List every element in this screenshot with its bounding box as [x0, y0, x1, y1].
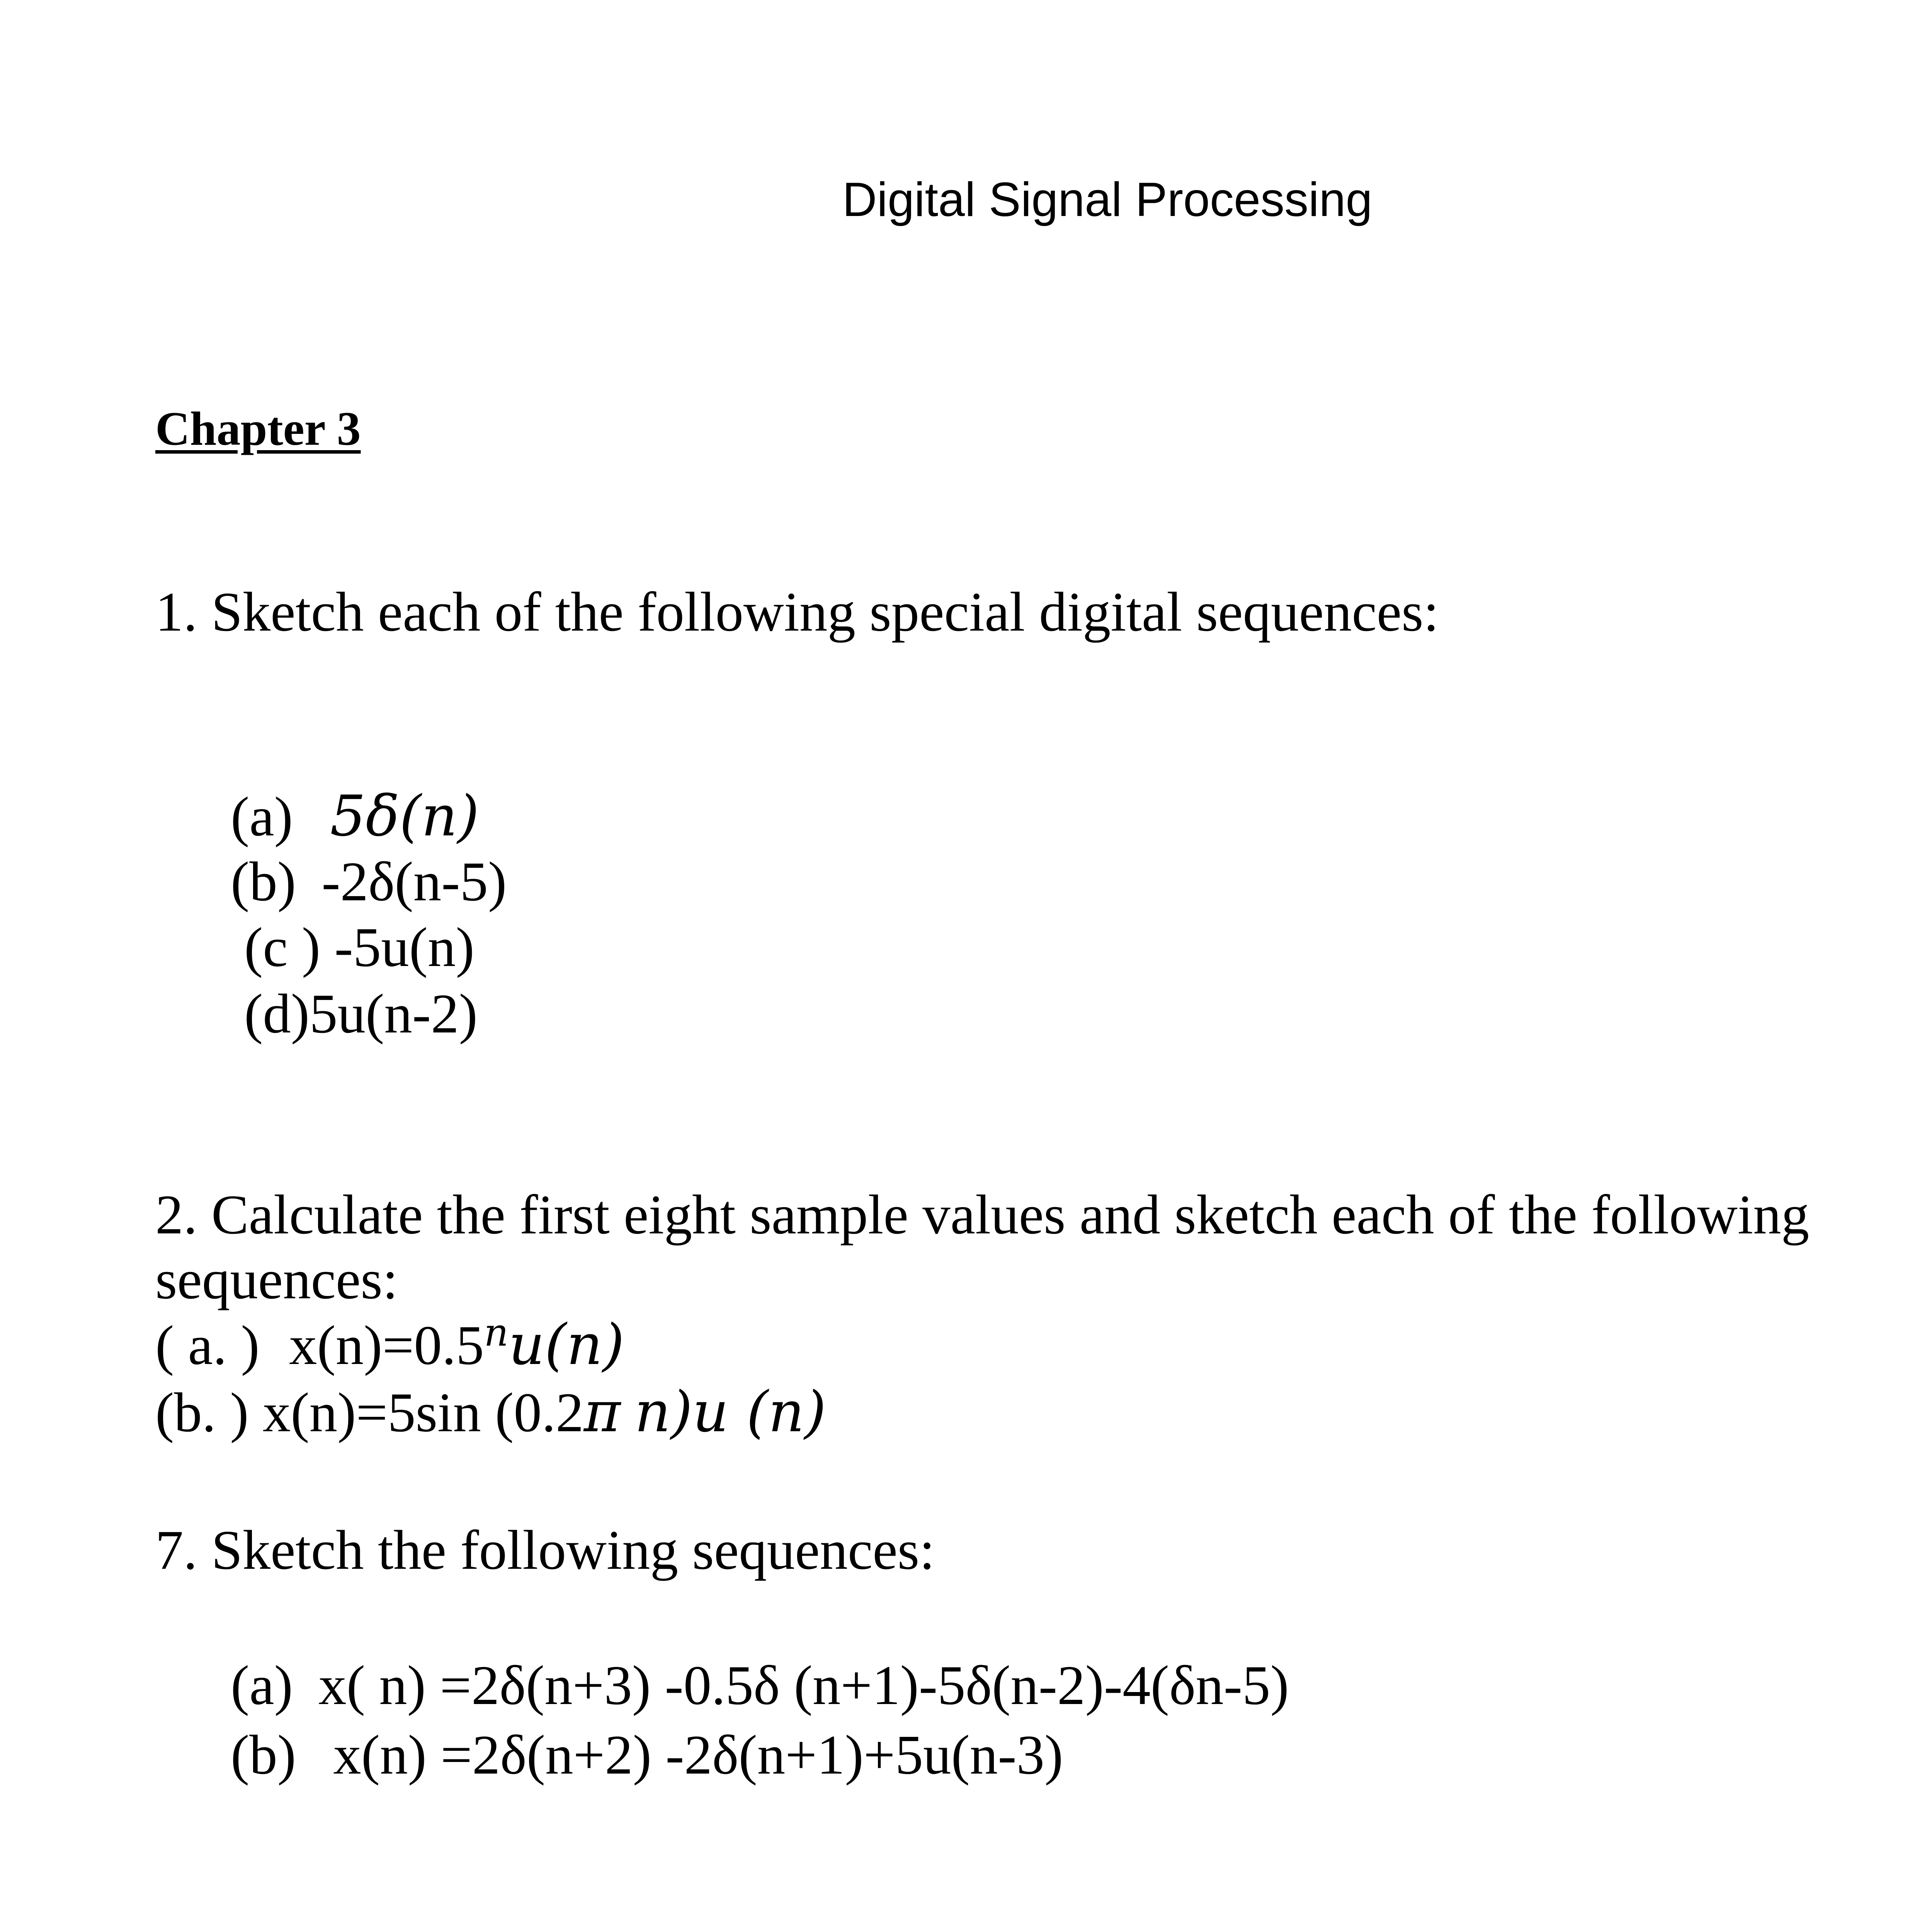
question-7-item-a [231, 1655, 1289, 1716]
item-label: (b) [231, 851, 296, 913]
item-expression: x( n) =2δ(n+3) -0.5δ (n+1)-5δ(n-2)-4(δn-5) [318, 1655, 1289, 1716]
item-label: (b. ) [155, 1382, 249, 1444]
question-7-prompt: 7. Sketch the following sequences: [155, 1519, 935, 1581]
item-expression-rest: n)u (n) [634, 1379, 827, 1445]
item-expression-lhs: x(n)=5sin (0.2 [262, 1382, 584, 1444]
question-1-item-b [231, 851, 507, 913]
page-header-title: Digital Signal Processing [842, 173, 1372, 226]
item-expression: 5u(n-2) [310, 983, 478, 1045]
question-7-item-b [231, 1724, 1063, 1786]
item-expression-lhs: x(n)=0.5 [289, 1315, 484, 1376]
question-1-item-d [244, 983, 478, 1045]
item-expression: 5δ(n) [330, 784, 480, 849]
chapter-heading: Chapter 3 [155, 402, 361, 455]
question-2-item-b [155, 1379, 827, 1445]
pi-symbol: π [583, 1379, 621, 1445]
question-1-prompt: 1. Sketch each of the following special digital sequences: [155, 581, 1439, 643]
item-label: (c ) [244, 917, 321, 978]
item-expression: -2δ(n-5) [321, 851, 507, 913]
item-label: ( a. ) [155, 1315, 260, 1376]
item-label: (b) [231, 1724, 296, 1786]
question-2-item-a [155, 1310, 624, 1378]
item-label: (a) [231, 786, 293, 848]
question-2-prompt-line-1: 2. Calculate the first eight sample values and sketch each of the following [155, 1184, 1810, 1246]
question-1-item-a [231, 784, 480, 849]
exponent: n [484, 1310, 509, 1355]
item-label: (a) [231, 1655, 293, 1716]
question-1-item-c [244, 917, 474, 978]
item-expression: x(n) =2δ(n+2) -2δ(n+1)+5u(n-3) [333, 1724, 1063, 1786]
item-expression-rhs: u(n) [509, 1312, 624, 1378]
question-2-prompt-line-2: sequences: [155, 1249, 398, 1311]
item-expression: -5u(n) [334, 917, 474, 978]
item-label: (d) [244, 983, 310, 1045]
